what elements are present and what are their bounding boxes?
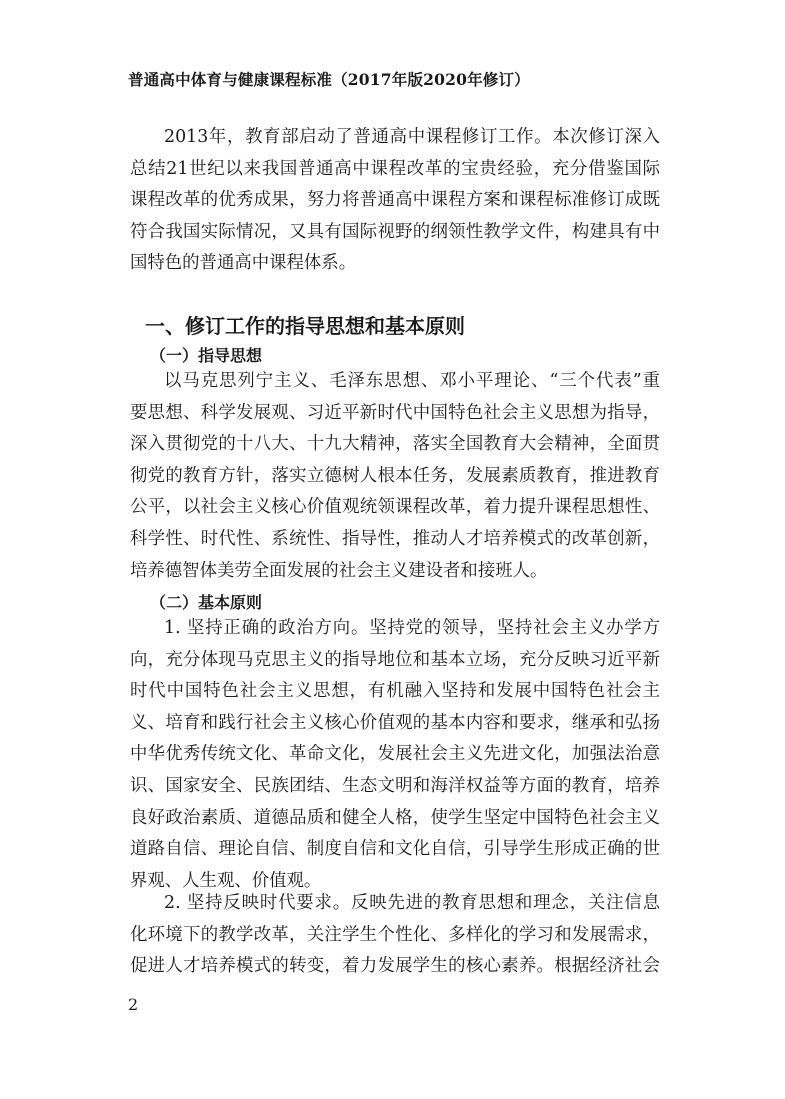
text-line: 课程改革的优秀成果，努力将普通高中课程方案和课程标准修订成既 — [130, 190, 660, 211]
text-line: 向，充分体现马克思主义的指导地位和基本立场，充分反映习近平新 — [130, 649, 660, 670]
text-line: 符合我国实际情况，又具有国际视野的纲领性教学文件，构建具有中 — [130, 221, 660, 242]
text-line: 以马克思列宁主义、毛泽东思想、邓小平理论、“三个代表”重 — [164, 371, 660, 391]
text-line: 科学性、时代性、系统性、指导性，推动人才培养模式的改革创新， — [130, 528, 660, 549]
text-line: 时代中国特色社会主义思想，有机融入坚持和发展中国特色社会主 — [130, 681, 660, 702]
intro-paragraph — [130, 122, 660, 280]
text-line: 培养德智体美劳全面发展的社会主义建设者和接班人。 — [130, 560, 548, 581]
principle-1-paragraph — [130, 613, 660, 897]
text-line: 义、培育和践行社会主义核心价值观的基本内容和要求，继承和弘扬 — [130, 712, 660, 733]
running-header: 普通高中体育与健康课程标准（2017年版2020年修订） — [128, 70, 530, 89]
text-line: 良好政治素质、道德品质和健全人格，使学生坚定中国特色社会主义 — [130, 807, 660, 828]
text-line: 识、国家安全、民族团结、生态文明和海洋权益等方面的教育，培养 — [130, 775, 660, 796]
text-line: 2. 坚持反映时代要求。反映先进的教育思想和理念，关注信息 — [164, 893, 660, 913]
text-line: 彻党的教育方针，落实立德树人根本任务，发展素质教育，推进教育 — [130, 465, 660, 486]
text-line: 公平，以社会主义核心价值观统领课程改革，着力提升课程思想性、 — [130, 497, 660, 518]
page-number: 2 — [128, 995, 139, 1014]
text-line: 促进人才培养模式的转变，着力发展学生的核心素养。根据经济社会 — [130, 956, 660, 977]
text-line: 化环境下的教学改革，关注学生个性化、多样化的学习和发展需求， — [130, 924, 660, 945]
guiding-ideology-paragraph — [130, 366, 660, 587]
text-line: 中华优秀传统文化、革命文化，发展社会主义先进文化，加强法治意 — [130, 744, 660, 765]
text-line: 深入贯彻党的十八大、十九大精神，落实全国教育大会精神，全面贯 — [130, 434, 660, 455]
section-heading: 一、修订工作的指导思想和基本原则 — [145, 314, 465, 338]
subsection-heading-basic-principles: （二）基本原则 — [150, 593, 263, 612]
text-line: 道路自信、理论自信、制度自信和文化自信，引导学生形成正确的世 — [130, 839, 660, 860]
principle-2-paragraph — [130, 888, 660, 983]
subsection-heading-guiding-ideology: （一）指导思想 — [150, 346, 263, 365]
text-line: 总结21世纪以来我国普通高中课程改革的宝贵经验，充分借鉴国际 — [130, 158, 660, 179]
text-line: 1. 坚持正确的政治方向。坚持党的领导，坚持社会主义办学方 — [164, 618, 660, 638]
text-line: 界观、人生观、价值观。 — [130, 870, 322, 891]
text-line: 2013年，教育部启动了普通高中课程修订工作。本次修订深入 — [164, 127, 660, 147]
text-line: 国特色的普通高中课程体系。 — [130, 253, 357, 274]
text-line: 要思想、科学发展观、习近平新时代中国特色社会主义思想为指导， — [130, 402, 660, 423]
